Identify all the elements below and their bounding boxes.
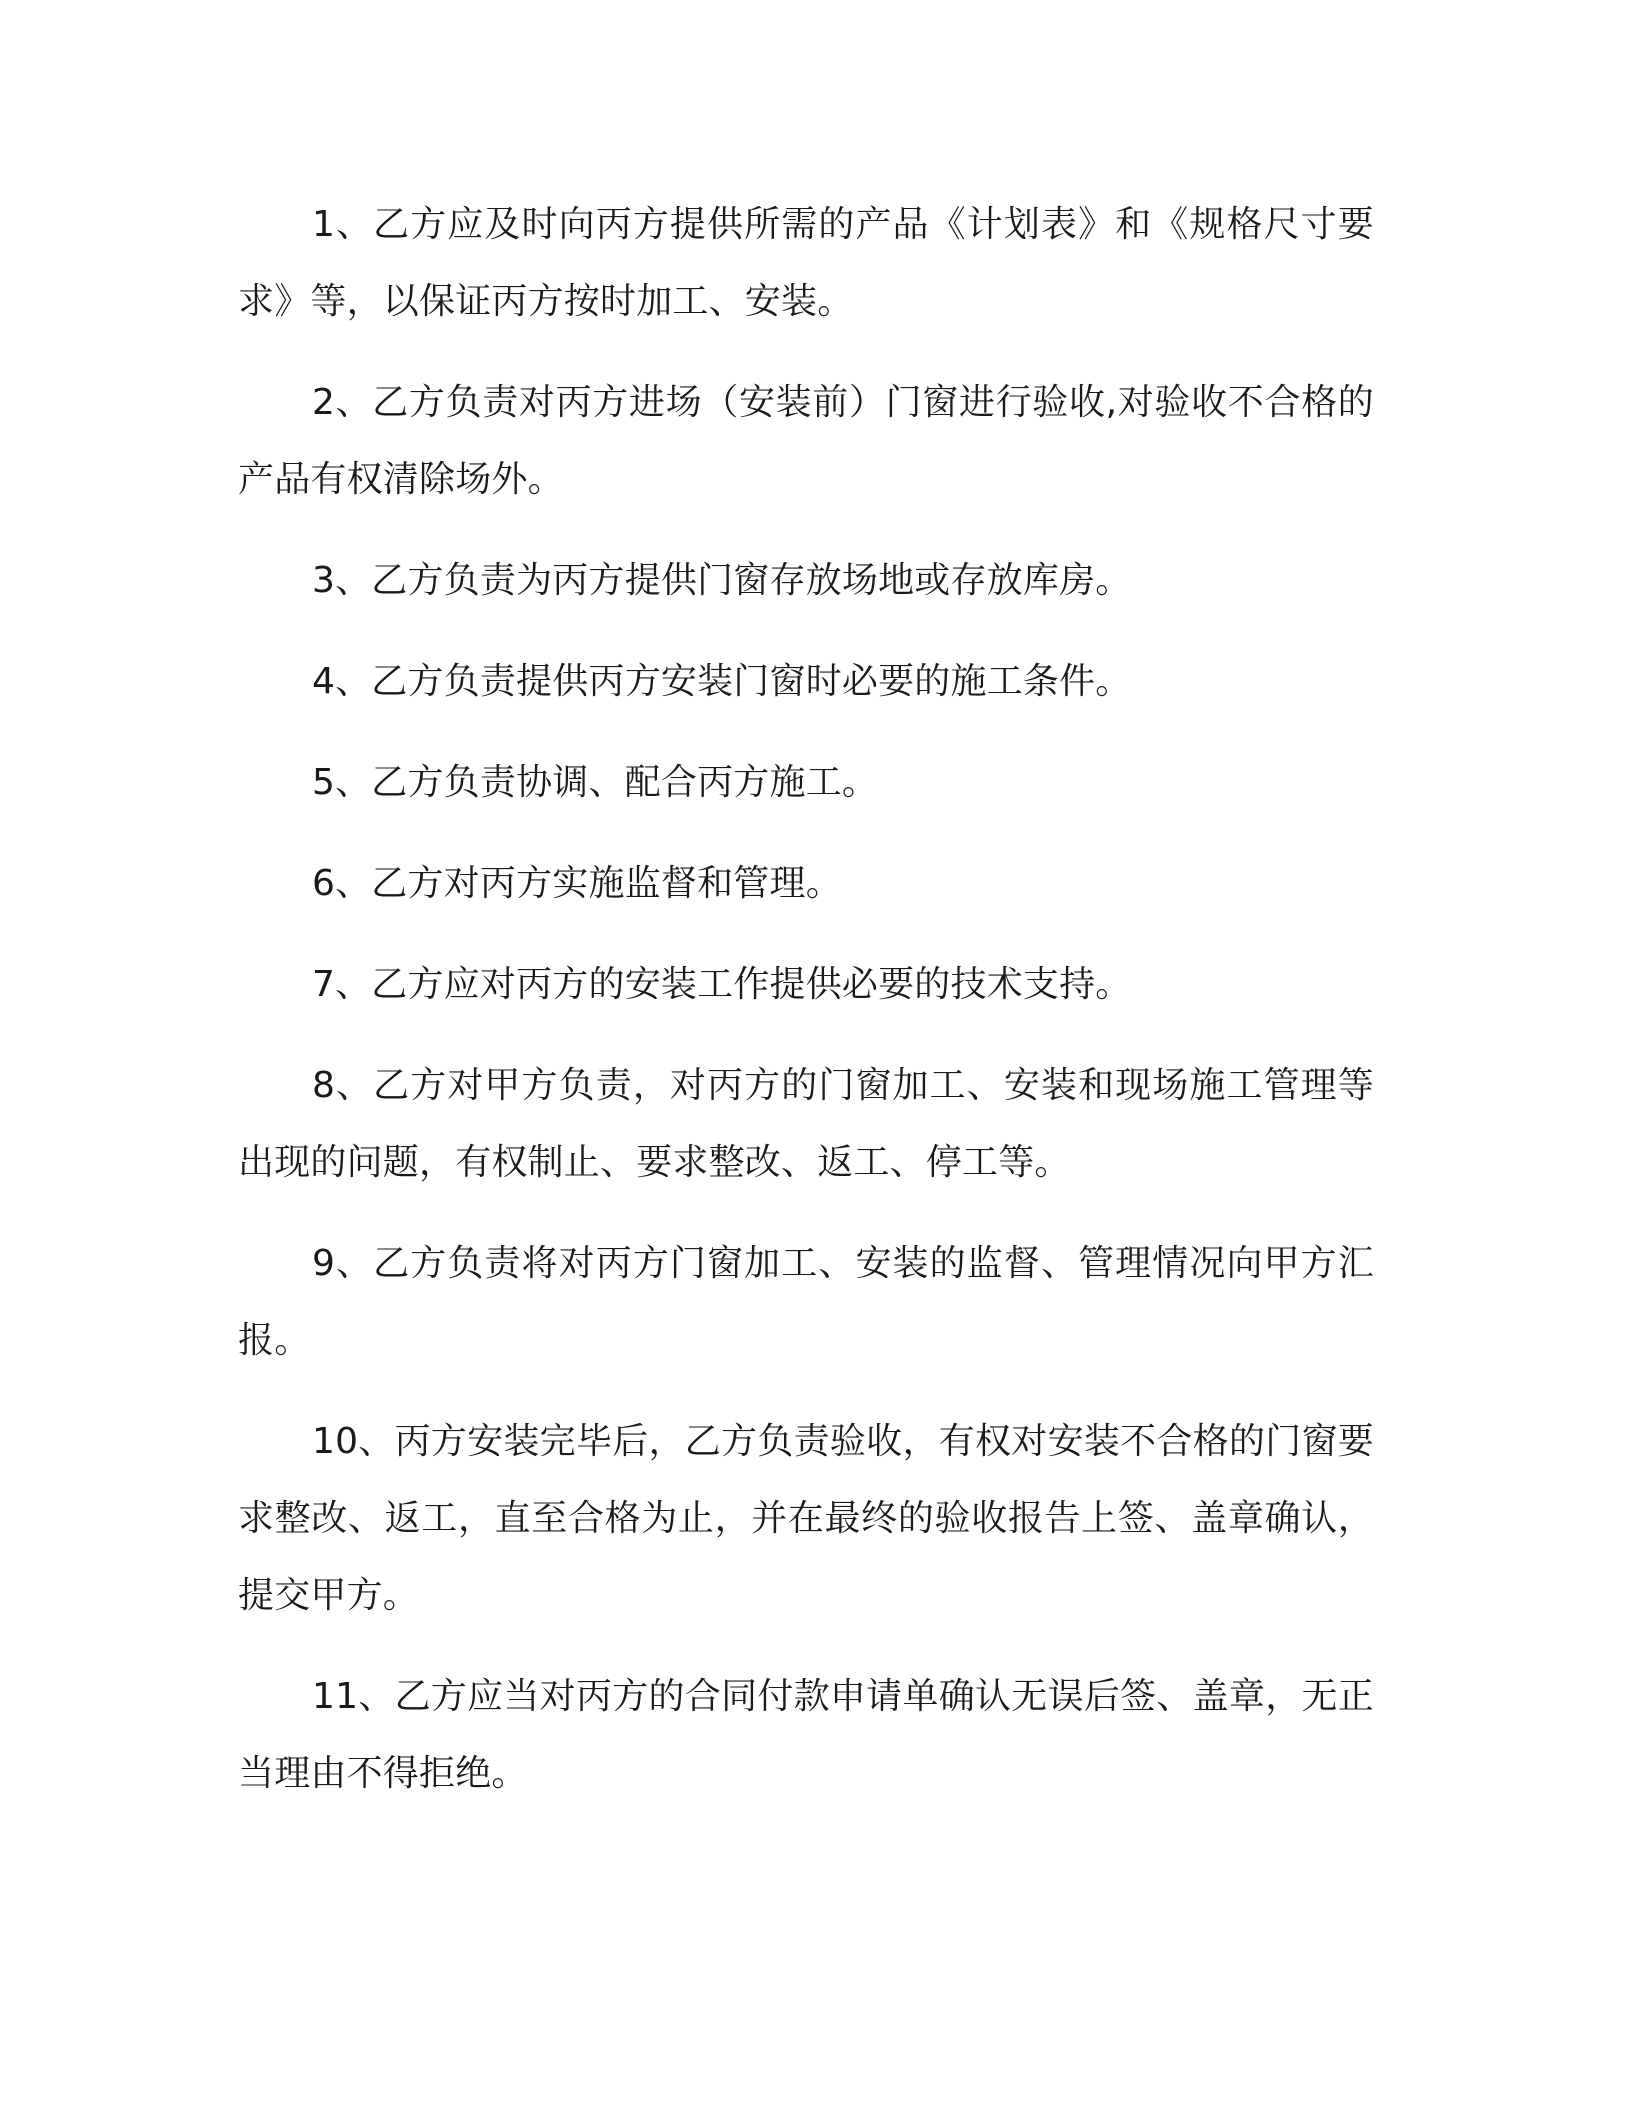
document-body <box>238 186 1374 1836</box>
clause-8: 8、乙方对甲方负责，对丙方的门窗加工、安装和现场施工管理等出现的问题，有权制止、要求整改、返工、停工等。 <box>238 1065 1374 1183</box>
clause-3: 3、乙方负责为丙方提供门窗存放场地或存放库房。 <box>312 560 1132 601</box>
clause-5: 5、乙方负责协调、配合丙方施工。 <box>312 762 879 803</box>
clause-11: 11、乙方应当对丙方的合同付款申请单确认无误后签、盖章，无正当理由不得拒绝。 <box>238 1676 1374 1794</box>
clause-2: 2、乙方负责对丙方进场（安装前）门窗进行验收,对验收不合格的产品有权清除场外。 <box>238 382 1374 500</box>
clause-6: 6、乙方对丙方实施监督和管理。 <box>312 863 842 904</box>
clause-1: 1、乙方应及时向丙方提供所需的产品《计划表》和《规格尺寸要求》等，以保证丙方按时加工、安装。 <box>238 204 1374 322</box>
clause-4: 4、乙方负责提供丙方安装门窗时必要的施工条件。 <box>312 661 1132 702</box>
clause-9: 9、乙方负责将对丙方门窗加工、安装的监督、管理情况向甲方汇报。 <box>238 1243 1374 1361</box>
clause-10: 10、丙方安装完毕后，乙方负责验收，有权对安装不合格的门窗要求整改、返工，直至合格为止，并在最终的验收报告上签、盖章确认，提交甲方。 <box>238 1421 1374 1616</box>
clause-7: 7、乙方应对丙方的安装工作提供必要的技术支持。 <box>312 964 1132 1005</box>
